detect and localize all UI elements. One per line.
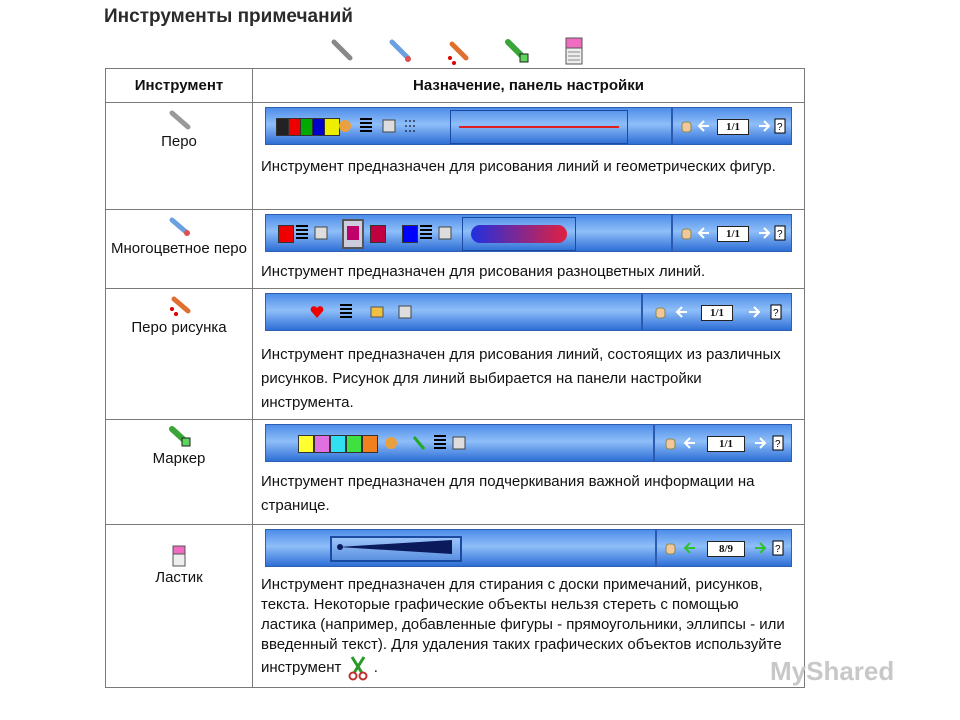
page-navigation (671, 215, 791, 251)
svg-text:?: ? (775, 544, 781, 555)
eraser-icon (164, 545, 194, 567)
line-width-icon[interactable] (434, 435, 446, 449)
pen-settings-toolbar (265, 107, 792, 145)
tool-cell (106, 289, 253, 420)
tool-name: Перо (161, 133, 197, 150)
help-icon[interactable] (771, 435, 785, 451)
arrow-left-icon[interactable] (697, 118, 711, 134)
transparency-icon[interactable] (314, 225, 328, 241)
multicolor-pen-icon[interactable] (386, 36, 414, 66)
marker-icon[interactable] (502, 36, 530, 66)
svg-text:?: ? (775, 439, 781, 450)
hand-icon[interactable] (663, 540, 677, 556)
transparency-icon[interactable] (398, 304, 412, 320)
gradient-preview (462, 217, 576, 251)
arrow-right-icon[interactable] (757, 118, 771, 134)
help-icon[interactable] (773, 118, 787, 134)
page-navigation (653, 425, 791, 461)
multicolor-pen-settings-toolbar (265, 214, 792, 252)
color-swatch[interactable] (298, 435, 314, 453)
arrow-left-icon[interactable] (683, 435, 697, 451)
tool-cell (106, 420, 253, 525)
table-row (106, 103, 805, 210)
arrow-left-icon[interactable] (675, 304, 689, 320)
marker-tip-icon[interactable] (412, 435, 426, 451)
purpose-cell (253, 420, 805, 525)
page-indicator: 1/1 (707, 436, 745, 452)
page-indicator: 1/1 (717, 226, 749, 242)
hand-icon[interactable] (679, 118, 693, 134)
page-navigation (671, 108, 791, 144)
svg-text:?: ? (773, 308, 779, 319)
marker-icon (164, 426, 194, 448)
color-swatch[interactable] (362, 435, 378, 453)
scissors-icon (346, 655, 370, 681)
transparency-icon[interactable] (452, 435, 466, 451)
pen-icon[interactable] (328, 36, 356, 66)
palette-icon[interactable] (338, 118, 352, 134)
tool-cell (106, 210, 253, 289)
color-swatch[interactable] (370, 225, 386, 243)
tool-name: Перо рисунка (131, 319, 227, 336)
tool-cell (106, 525, 253, 688)
transparency-icon[interactable] (438, 225, 452, 241)
table-row (106, 210, 805, 289)
watermark: MyShared (770, 656, 895, 686)
tool-name: Многоцветное перо (111, 240, 247, 257)
marker-settings-toolbar (265, 424, 792, 462)
page-title: Инструменты примечаний (104, 6, 353, 27)
purpose-cell (253, 210, 805, 289)
arrow-right-icon[interactable] (753, 435, 767, 451)
color-swatch[interactable] (330, 435, 346, 453)
tool-description (253, 575, 804, 681)
eraser-settings-toolbar (265, 529, 792, 567)
page-navigation (641, 294, 791, 330)
hand-icon[interactable] (663, 435, 677, 451)
line-preview (450, 110, 628, 144)
tool-cell (106, 103, 253, 210)
purpose-cell (253, 289, 805, 420)
table-row (106, 525, 805, 688)
tool-description: Инструмент предназначен для подчеркивания важной информации на странице. (261, 473, 755, 514)
svg-text:?: ? (777, 122, 783, 133)
arrow-right-icon[interactable] (757, 225, 771, 241)
tool-description: Инструмент предназначен для рисования линий и геометрических фигур. (261, 158, 776, 175)
picture-pen-icon[interactable] (444, 36, 472, 66)
help-icon[interactable] (773, 225, 787, 241)
color-swatch[interactable] (314, 435, 330, 453)
page-indicator: 8/9 (707, 541, 745, 557)
svg-text:?: ? (777, 229, 783, 240)
pen-icon (164, 109, 194, 131)
purpose-cell (253, 525, 805, 688)
line-width-icon[interactable] (296, 225, 308, 239)
hand-icon[interactable] (653, 304, 667, 320)
tool-name: Ластик (155, 569, 203, 586)
page-indicator: 1/1 (717, 119, 749, 135)
eraser-description-text: Инструмент предназначен для стирания с доски примечаний, рисунков, текста. Некоторые графические объекты нельзя стереть с помощью ластика (например, добавленные фигуры - прямоугольники, эллипсы - или введенный текст). Для удаления таких графических объектов используйте инструмент (261, 576, 785, 676)
tool-name: Маркер (152, 450, 206, 467)
tool-description: Инструмент предназначен для рисования разноцветных линий. (261, 263, 706, 280)
arrow-right-icon[interactable] (753, 540, 767, 556)
header-purpose: Назначение, панель настройки (253, 69, 805, 103)
picture-pen-settings-toolbar (265, 293, 792, 331)
help-icon[interactable] (771, 540, 785, 556)
heart-icon[interactable] (310, 304, 324, 320)
purpose-cell (253, 103, 805, 210)
picture-pen-icon (164, 295, 194, 317)
transparency-icon[interactable] (382, 118, 396, 134)
header-icon-row (328, 36, 588, 68)
description-tail: . (373, 658, 378, 676)
hand-icon[interactable] (679, 225, 693, 241)
eraser-icon[interactable] (560, 36, 588, 66)
eraser-size-selector[interactable] (330, 536, 462, 562)
header-tool: Инструмент (106, 69, 253, 103)
line-width-icon[interactable] (360, 118, 372, 132)
table-row (106, 420, 805, 525)
palette-icon[interactable] (384, 435, 398, 451)
page-indicator: 1/1 (701, 305, 733, 321)
arrow-left-icon[interactable] (697, 225, 711, 241)
arrow-right-icon[interactable] (747, 304, 761, 320)
help-icon[interactable] (769, 304, 783, 320)
line-width-icon[interactable] (420, 225, 432, 239)
multicolor-pen-icon (164, 216, 194, 238)
color-swatch[interactable] (346, 435, 362, 453)
table-header-row (106, 69, 805, 103)
line-width-icon[interactable] (340, 304, 352, 318)
color-swatch[interactable] (402, 225, 418, 243)
tool-description: Инструмент предназначен для рисования линий, состоящих из различных рисунков. Рисунок для линий выбирается на панели настройки инструмента. (261, 346, 781, 411)
arrow-left-icon[interactable] (683, 540, 697, 556)
picture-select-icon[interactable] (370, 304, 384, 320)
page-navigation (655, 530, 791, 566)
color-swatch[interactable] (278, 225, 294, 243)
color-start[interactable] (342, 219, 364, 249)
tools-table (105, 68, 805, 688)
line-style-icon[interactable] (404, 118, 418, 134)
table-row (106, 289, 805, 420)
